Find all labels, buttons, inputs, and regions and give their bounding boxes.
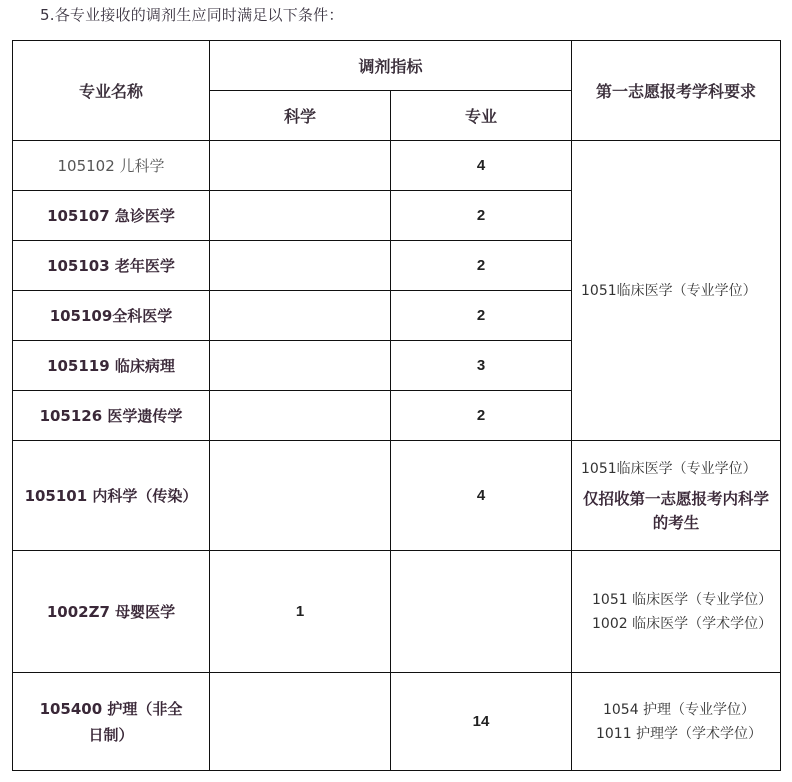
- science-quota-cell: [210, 141, 391, 191]
- requirement-line: 1051 临床医学（专业学位）: [592, 591, 773, 608]
- professional-quota-cell: 3: [391, 341, 572, 391]
- professional-quota-cell: 14: [391, 673, 572, 771]
- science-quota-cell: [210, 341, 391, 391]
- major-name-cell: 105102 儿科学: [13, 141, 210, 191]
- intro-text: 5.各专业接收的调剂生应同时满足以下条件：: [40, 6, 344, 24]
- header-major-name: 专业名称: [13, 41, 210, 141]
- professional-quota-cell: 2: [391, 391, 572, 441]
- major-name-cell: 105103 老年医学: [13, 241, 210, 291]
- science-quota-cell: [210, 191, 391, 241]
- table-row: [13, 441, 781, 551]
- major-name-cell: 105107 急诊医学: [13, 191, 210, 241]
- requirement-line: 1054 护理（专业学位）: [602, 701, 756, 718]
- major-name-cell: 105126 医学遗传学: [13, 391, 210, 441]
- professional-quota-cell: 4: [391, 441, 572, 551]
- requirement-line: 1011 护理学（学术学位）: [595, 725, 763, 742]
- professional-quota-cell: 2: [391, 191, 572, 241]
- professional-quota-cell: 2: [391, 291, 572, 341]
- requirement-cell: 1051临床医学（专业学位）: [572, 141, 781, 441]
- table-row: [13, 551, 781, 673]
- science-quota-cell: [210, 291, 391, 341]
- science-quota-cell: [210, 241, 391, 291]
- requirement-line: 1002 临床医学（学术学位）: [592, 615, 773, 632]
- major-name-cell: 105109全科医学: [13, 291, 210, 341]
- professional-quota-cell: [391, 551, 572, 673]
- requirement-note: 仅招收第一志愿报考内科学的考生: [583, 489, 770, 532]
- science-quota-cell: [210, 441, 391, 551]
- transfer-requirements-table: [12, 40, 781, 771]
- requirement-cell: [572, 551, 781, 673]
- requirement-cell: [572, 441, 781, 551]
- major-name-cell: 1002Z7 母婴医学: [13, 551, 210, 673]
- requirement-cell: [572, 673, 781, 771]
- professional-quota-cell: 4: [391, 141, 572, 191]
- header-professional: 专业: [391, 91, 572, 141]
- major-name-cell: 105400 护理（非全日制）: [13, 673, 210, 771]
- major-name-cell: 105119 临床病理: [13, 341, 210, 391]
- header-quota-group: 调剂指标: [210, 41, 572, 91]
- table-row: [13, 673, 781, 771]
- header-first-choice-requirement: 第一志愿报考学科要求: [572, 41, 781, 141]
- header-science: 科学: [210, 91, 391, 141]
- science-quota-cell: [210, 673, 391, 771]
- science-quota-cell: 1: [210, 551, 391, 673]
- major-name-cell: 105101 内科学（传染）: [13, 441, 210, 551]
- science-quota-cell: [210, 391, 391, 441]
- table-row: [13, 141, 781, 191]
- requirement-line: 1051临床医学（专业学位）: [581, 460, 757, 477]
- professional-quota-cell: 2: [391, 241, 572, 291]
